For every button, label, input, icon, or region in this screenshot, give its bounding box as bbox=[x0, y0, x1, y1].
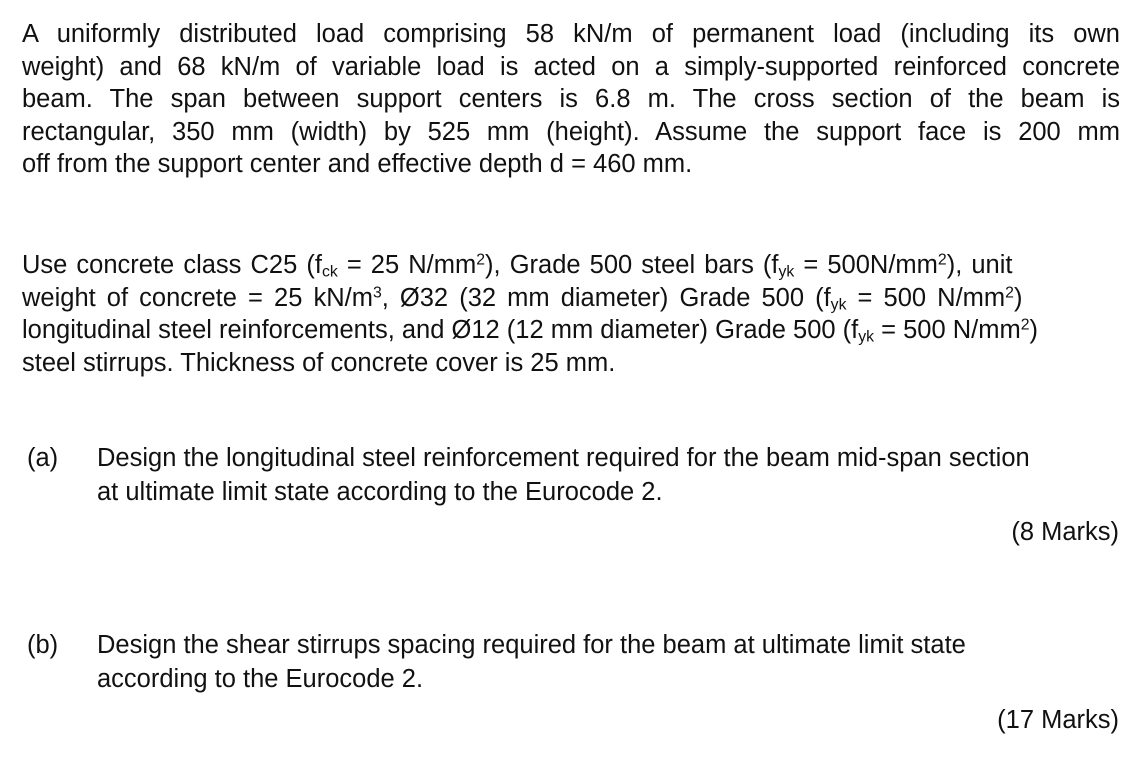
text-line: A uniformly distributed load comprising 58 kN/m of permanent load (including its own bbox=[22, 20, 1120, 48]
text-line: according to the Eurocode 2. bbox=[97, 665, 424, 693]
superscript: 3 bbox=[372, 283, 382, 301]
superscript: 2 bbox=[1020, 316, 1030, 334]
text-segment: Use concrete class C25 (f bbox=[22, 251, 322, 279]
text-line: weight) and 68 kN/m of variable load is acted on a simply-supported reinforced concrete bbox=[22, 52, 1120, 81]
question-b-label: (b) bbox=[27, 631, 59, 659]
text-segment: = 500N/mm bbox=[794, 251, 938, 279]
text-line: off from the support center and effective depth d = 460 mm. bbox=[22, 150, 693, 178]
text-segment: weight of concrete = 25 kN/m bbox=[22, 283, 373, 312]
text-segment: , Ø32 (32 mm diameter) Grade 500 (f bbox=[381, 283, 831, 312]
text-segment: ) bbox=[1029, 316, 1039, 344]
text-line bbox=[22, 314, 1128, 347]
question-a-text bbox=[97, 441, 1122, 509]
text-line: steel stirrups. Thickness of concrete cover is 25 mm. bbox=[22, 348, 616, 377]
superscript: 2 bbox=[1005, 283, 1014, 301]
text-line bbox=[22, 282, 1128, 315]
question-a-label: (a) bbox=[27, 444, 59, 472]
text-line: rectangular, 350 mm (width) by 525 mm (height). Assume the support face is 200 mm bbox=[22, 117, 1120, 146]
superscript: 2 bbox=[937, 251, 947, 269]
question-b-marks: (17 Marks) bbox=[997, 706, 1119, 734]
text-line: beam. The span between support centers is 6.8 m. The cross section of the beam is bbox=[22, 85, 1120, 113]
subscript: yk bbox=[858, 328, 875, 346]
text-line: Design the longitudinal steel reinforcement required for the beam mid-span section bbox=[97, 444, 1030, 472]
text-line bbox=[22, 249, 1128, 282]
question-a-marks: (8 Marks) bbox=[1011, 518, 1119, 546]
text-segment: = 25 N/mm bbox=[337, 251, 477, 279]
subscript: ck bbox=[321, 263, 338, 281]
material-properties-paragraph bbox=[22, 249, 1128, 379]
subscript: yk bbox=[778, 263, 795, 281]
text-segment: = 500 N/mm bbox=[846, 283, 1006, 312]
text-line: at ultimate limit state according to the Eurocode 2. bbox=[97, 478, 663, 506]
text-segment: = 500 N/mm bbox=[874, 316, 1021, 344]
question-b-text bbox=[97, 628, 1122, 696]
text-segment: longitudinal steel reinforcements, and Ø12 (12 mm diameter) Grade 500 (f bbox=[22, 316, 859, 344]
superscript: 2 bbox=[476, 251, 486, 269]
text-line: Design the shear stirrups spacing required for the beam at ultimate limit state bbox=[97, 631, 966, 659]
subscript: yk bbox=[830, 295, 847, 313]
text-segment: ), Grade 500 steel bars (f bbox=[485, 251, 779, 279]
problem-statement-paragraph bbox=[22, 18, 1120, 181]
text-segment: ), unit bbox=[946, 251, 1013, 279]
text-segment: ) bbox=[1013, 283, 1023, 312]
